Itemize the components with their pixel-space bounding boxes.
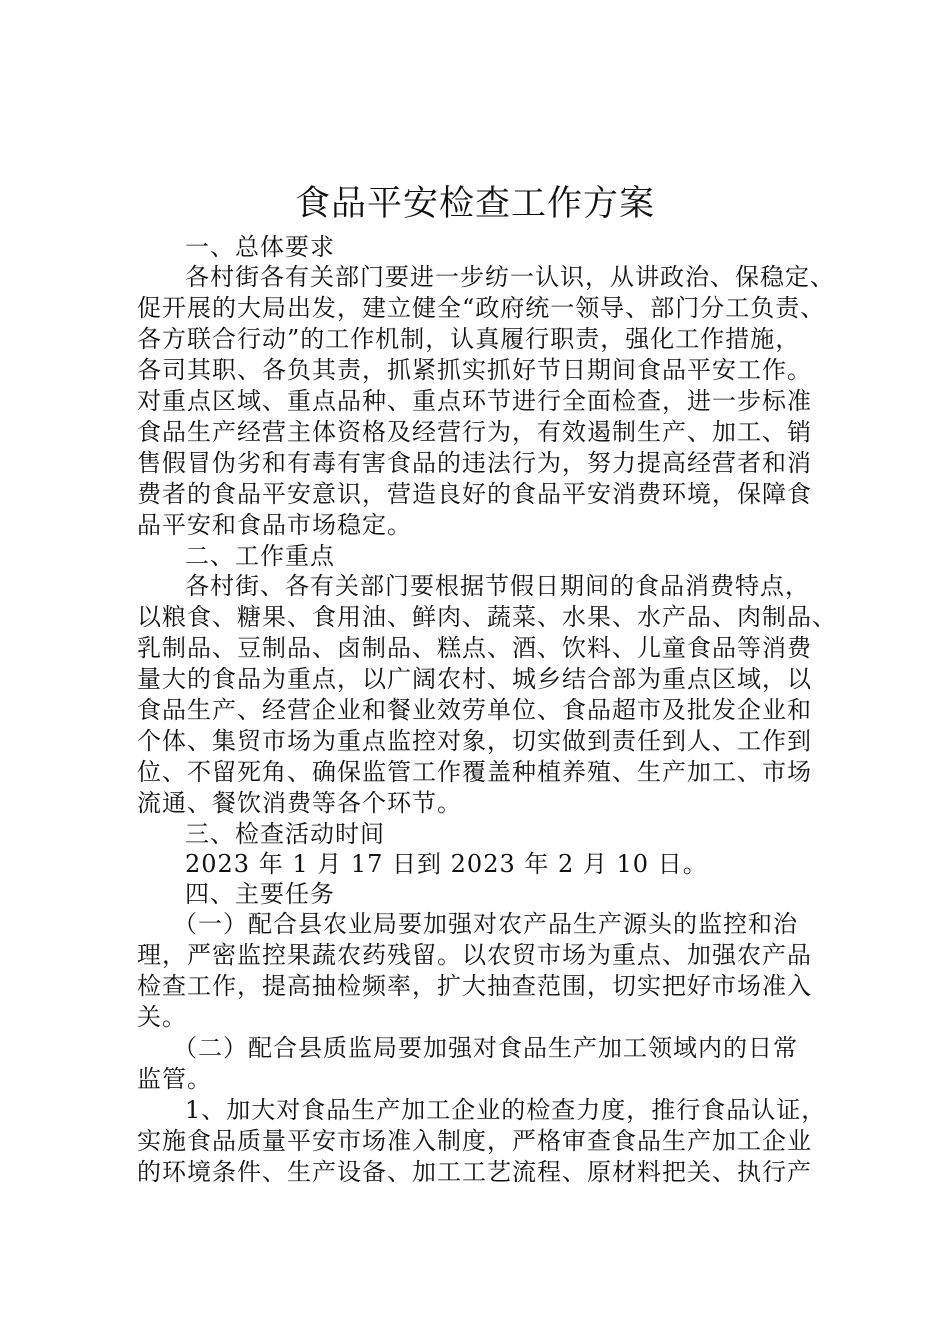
paragraph-line: 乳制品、豆制品、卤制品、糕点、酒、饮料、儿童食品等消费	[137, 634, 812, 662]
paragraph-line: 检查工作，提高抽检频率，扩大抽查范围，切实把好市场准入	[137, 972, 812, 1000]
section-heading: 二、工作重点	[185, 542, 335, 570]
paragraph-line: 品平安和食品市场稳定。	[137, 511, 412, 539]
paragraph-line: 各村街各有关部门要进一步纺一认识，从讲政治、保稳定、	[185, 263, 835, 291]
date-range: 2023 年 1 月 17 日到 2023 年 2 月 10 日。	[185, 850, 708, 878]
paragraph-line: （一）配合县农业局要加强对农产品生产源头的监控和治	[173, 910, 798, 938]
paragraph-line: 关。	[137, 1003, 187, 1031]
paragraph-line: 量大的食品为重点，以广阔农村、城乡结合部为重点区域，以	[137, 665, 812, 693]
paragraph-line: 各村街、各有关部门要根据节假日期间的食品消费特点，	[185, 572, 810, 600]
paragraph-line: 1、加大对食品生产加工企业的检查力度，推行食品认证，	[185, 1096, 827, 1124]
paragraph-line: （二）配合县质监局要加强对食品生产加工领域内的日常	[173, 1034, 798, 1062]
paragraph-line: 监管。	[137, 1065, 212, 1093]
paragraph-line: 各司其职、各负其责，抓紧抓实抓好节日期间食品平安工作。	[137, 356, 812, 384]
paragraph-line: 各方联合行动”的工作机制，认真履行职责，强化工作措施，	[137, 325, 801, 353]
paragraph-line: 实施食品质量平安市场准入制度，严格审查食品生产加工企业	[137, 1127, 812, 1155]
paragraph-line: 以粮食、糖果、食用油、鲜肉、蔬菜、水果、水产品、肉制品、	[137, 603, 837, 631]
document-title: 食品平安检查工作方案	[294, 184, 655, 224]
section-inspection-period	[137, 819, 847, 879]
section-heading: 四、主要任务	[185, 880, 335, 908]
section-main-tasks	[137, 879, 847, 1188]
paragraph-line: 位、不留死角、确保监管工作覆盖种植养殖、生产加工、市场	[137, 758, 812, 786]
paragraph-line: 售假冒伪劣和有毒有害食品的违法行为，努力提高经营者和消	[137, 449, 812, 477]
paragraph-line: 的环境条件、生产设备、加工工艺流程、原材料把关、执行产	[137, 1158, 812, 1186]
paragraph-line: 对重点区域、重点品种、重点环节进行全面检查，进一步标准	[137, 387, 812, 415]
paragraph-line: 流通、餐饮消费等各个环节。	[137, 789, 462, 817]
section-heading: 三、检查活动时间	[185, 820, 385, 848]
document-body	[137, 232, 847, 1188]
section-work-focus	[137, 541, 847, 819]
section-general-requirements	[137, 232, 847, 541]
paragraph-line: 食品生产、经营企业和餐业效劳单位、食品超市及批发企业和	[137, 696, 812, 724]
paragraph-line: 费者的食品平安意识，营造良好的食品平安消费环境，保障食	[137, 480, 812, 508]
paragraph-line: 个体、集贸市场为重点监控对象，切实做到责任到人、工作到	[137, 727, 812, 755]
section-heading: 一、总体要求	[185, 233, 335, 261]
paragraph-line: 促开展的大局出发，建立健全“政府统一领导、部门分工负责、	[137, 294, 826, 322]
paragraph-line: 食品生产经营主体资格及经营行为，有效遏制生产、加工、销	[137, 418, 812, 446]
paragraph-line: 理，严密监控果蔬农药残留。以农贸市场为重点、加强农产品	[137, 941, 812, 969]
